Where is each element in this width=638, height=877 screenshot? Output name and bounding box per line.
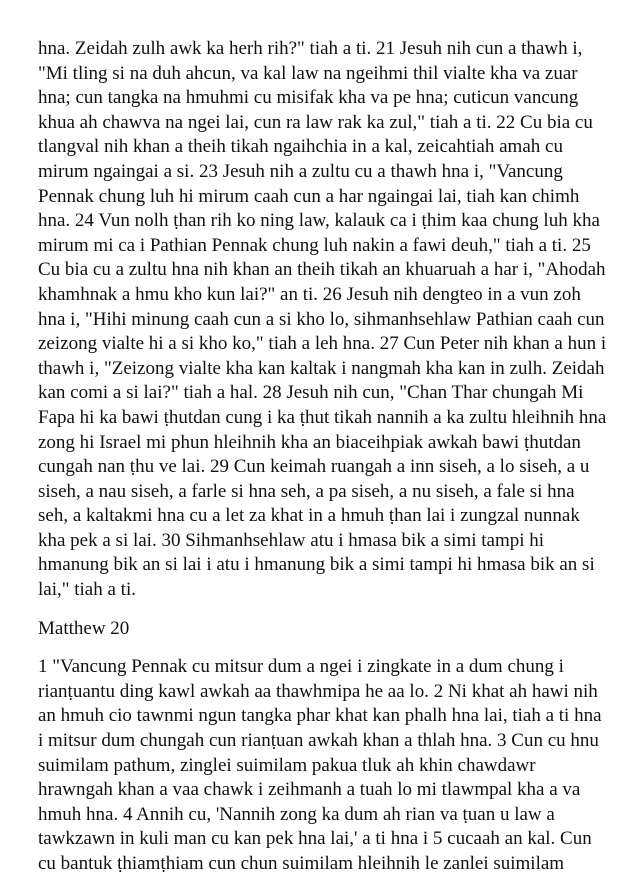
text-line: hna. Zeidah zulh awk ka herh rih?" tiah a ti. 21 Jesuh nih cun a thawh i, — [38, 38, 583, 59]
text-line: hna; cun tangka na hmuhmi cu misifak kha va pe hna; cuticun vancung — [38, 87, 579, 109]
verse-paragraph-2 — [38, 655, 610, 876]
text-line: hmuh hna. 4 Annih cu, 'Nannih zong ka dum ah rian va ṭuan u law a — [38, 803, 555, 825]
text-line: Cu bia cu a zultu hna nih khan an theih tikah an khuaruah a har i, "Ahodah — [38, 259, 606, 281]
text-line: Fapa hi ka bawi ṭhutdan cung i ka ṭhut tikah nannih a ka zultu hleihnih hna — [38, 406, 607, 428]
text-line: suimilam pathum, zinglei suimilam pakua tluk ah khin chawdawr — [38, 754, 536, 776]
text-line: kha pek a si lai. 30 Sihmanhsehlaw atu i hmasa bik a simi tampi hi — [38, 529, 545, 551]
chapter-heading: Matthew 20 — [38, 617, 130, 639]
text-line: siseh, a nau siseh, a farle si hna seh, a pa siseh, a nu siseh, a fale si hna — [38, 480, 575, 502]
text-line: hna. 24 Vun nolh ṭhan rih ko ning law, kalauk ca i ṭhim kaa chung luh kha — [38, 210, 600, 232]
text-line: hna i, "Hihi minung caah cun a si kho lo, sihmanhsehlaw Pathian caah cun — [38, 308, 605, 330]
text-line: tlangval nih khan a theih tikah ngaihchia in a kal, zeicahtiah amah cu — [38, 136, 563, 158]
text-line: cu bantuk ṭhiamṭhiam cun chun suimilam hleihnih le zanlei suimilam — [38, 853, 565, 874]
document-page — [38, 37, 610, 877]
text-line: an hmuh cio tawnmi ngun tangka phar khat kan phalh hna lai, tiah a ti hna — [38, 705, 602, 727]
text-line: mirum mi ca i Pathian Pennak chung luh nakin a fawi deuh," tiah a ti. 25 — [38, 234, 591, 256]
text-line: hrawngah khan a vaa chawk i zeihmanh a tuah lo mi tlawmpal kha a va — [38, 779, 581, 801]
text-line: 1 "Vancung Pennak cu mitsur dum a ngei i zingkate in a dum chung i — [38, 656, 564, 678]
text-line: kan comi a si lai?" tiah a hal. 28 Jesuh nih cun, "Chan Thar chungah Mi — [38, 382, 584, 404]
text-line: cungah nan ṭhu ve lai. 29 Cun keimah ruangah a inn siseh, a lo siseh, a u — [38, 456, 590, 478]
text-line: hmanung bik an si lai i atu i hmanung bik a simi tampi hi hmasa bik an si — [38, 554, 595, 576]
text-line: i mitsur dum chungah cun rianṭuan awkah khan a thlah hna. 3 Cun cu hnu — [38, 730, 599, 752]
text-line: "Mi tling si na duh ahcun, va kal law na ngeihmi thil vialte kha va zuar — [38, 62, 578, 84]
text-line: tawkzawn in kuli man cu kan pek hna lai,' a ti hna i 5 cucaah an kal. Cun — [38, 828, 592, 850]
text-line: lai," tiah a ti. — [38, 579, 136, 601]
text-line: thawh i, "Zeizong vialte kha kan kaltak i nangmah kha kan in zulh. Zeidah — [38, 357, 605, 379]
text-line: zong hi Israel mi phun hleihnih kha an biaceihpiak awkah bawi ṭhutdan — [38, 431, 581, 453]
text-line: zeizong vialte hi a si kho ko," tiah a leh hna. 27 Cun Peter nih khan a hun i — [38, 333, 607, 355]
text-line: Pennak chung luh hi mirum caah cun a har ngaingai lai, tiah kan chimh — [38, 185, 580, 207]
text-line: khua ah chawva na ngei lai, cun ra law rak ka zul," tiah a ti. 22 Cu bia cu — [38, 111, 593, 133]
text-line: seh, a kaltakmi hna cu a let za khat in a hmuh ṭhan lai i zungzal nunnak — [38, 505, 580, 527]
text-line: rianṭuantu ding kawl awkah aa thawhmipa he aa lo. 2 Ni khat ah hawi nih — [38, 680, 598, 702]
verse-paragraph-1 — [38, 37, 610, 603]
text-line: khamhnak a hmu kho kun lai?" an ti. 26 Jesuh nih dengteo in a vun zoh — [38, 283, 581, 305]
text-line: mirum ngaingai a si. 23 Jesuh nih a zultu cu a thawh hna i, "Vancung — [38, 160, 563, 182]
